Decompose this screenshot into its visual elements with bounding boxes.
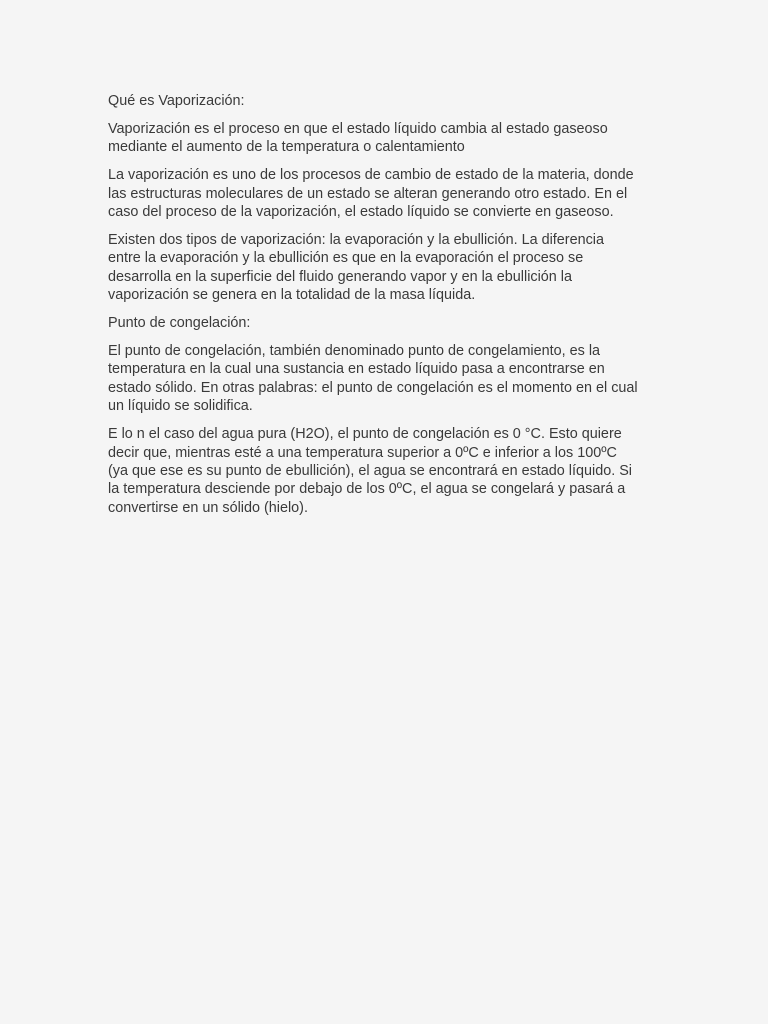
- paragraph-definition: Vaporización es el proceso en que el estado líquido cambia al estado gaseoso mediante el aumento de la temperatura o calentamiento: [108, 120, 608, 156]
- paragraph-types: Existen dos tipos de vaporización: la evaporación y la ebullición. La diferencia entre la evaporación y la ebullición es que en la evaporación el proceso se desarrolla en la superficie del fluido generando vapor y en la ebullición la vaporización se genera en la totalidad de la masa líquida.: [108, 231, 604, 304]
- heading-congelacion: Punto de congelación:: [108, 315, 251, 332]
- paragraph-water-example: E lo n el caso del agua pura (H2O), el punto de congelación es 0 °C. Esto quiere decir que, mientras esté a una temperatura superior a 0ºC e inferior a los 100ºC (ya que ese es su punto de ebullición), el agua se encontrará en estado líquido. Si la temperatura desciende por debajo de los 0ºC, el agua se congelará y pasará a convertirse en un sólido (hielo).: [108, 426, 633, 516]
- paragraph-process: La vaporización es uno de los procesos de cambio de estado de la materia, donde las estructuras moleculares de un estado se alteran generando otro estado. En el caso del proceso de la vaporización, el estado líquido se convierte en gaseoso.: [108, 167, 634, 221]
- heading-vaporizacion: Qué es Vaporización:: [108, 93, 245, 109]
- paragraph-freezing-definition: El punto de congelación, también denominado punto de congelamiento, es la temperatura en la cual una sustancia en estado líquido pasa a encontrarse en estado sólido. En otras palabras: el punto de congelación es el momento en el cual un líquido se solidifica.: [108, 342, 638, 415]
